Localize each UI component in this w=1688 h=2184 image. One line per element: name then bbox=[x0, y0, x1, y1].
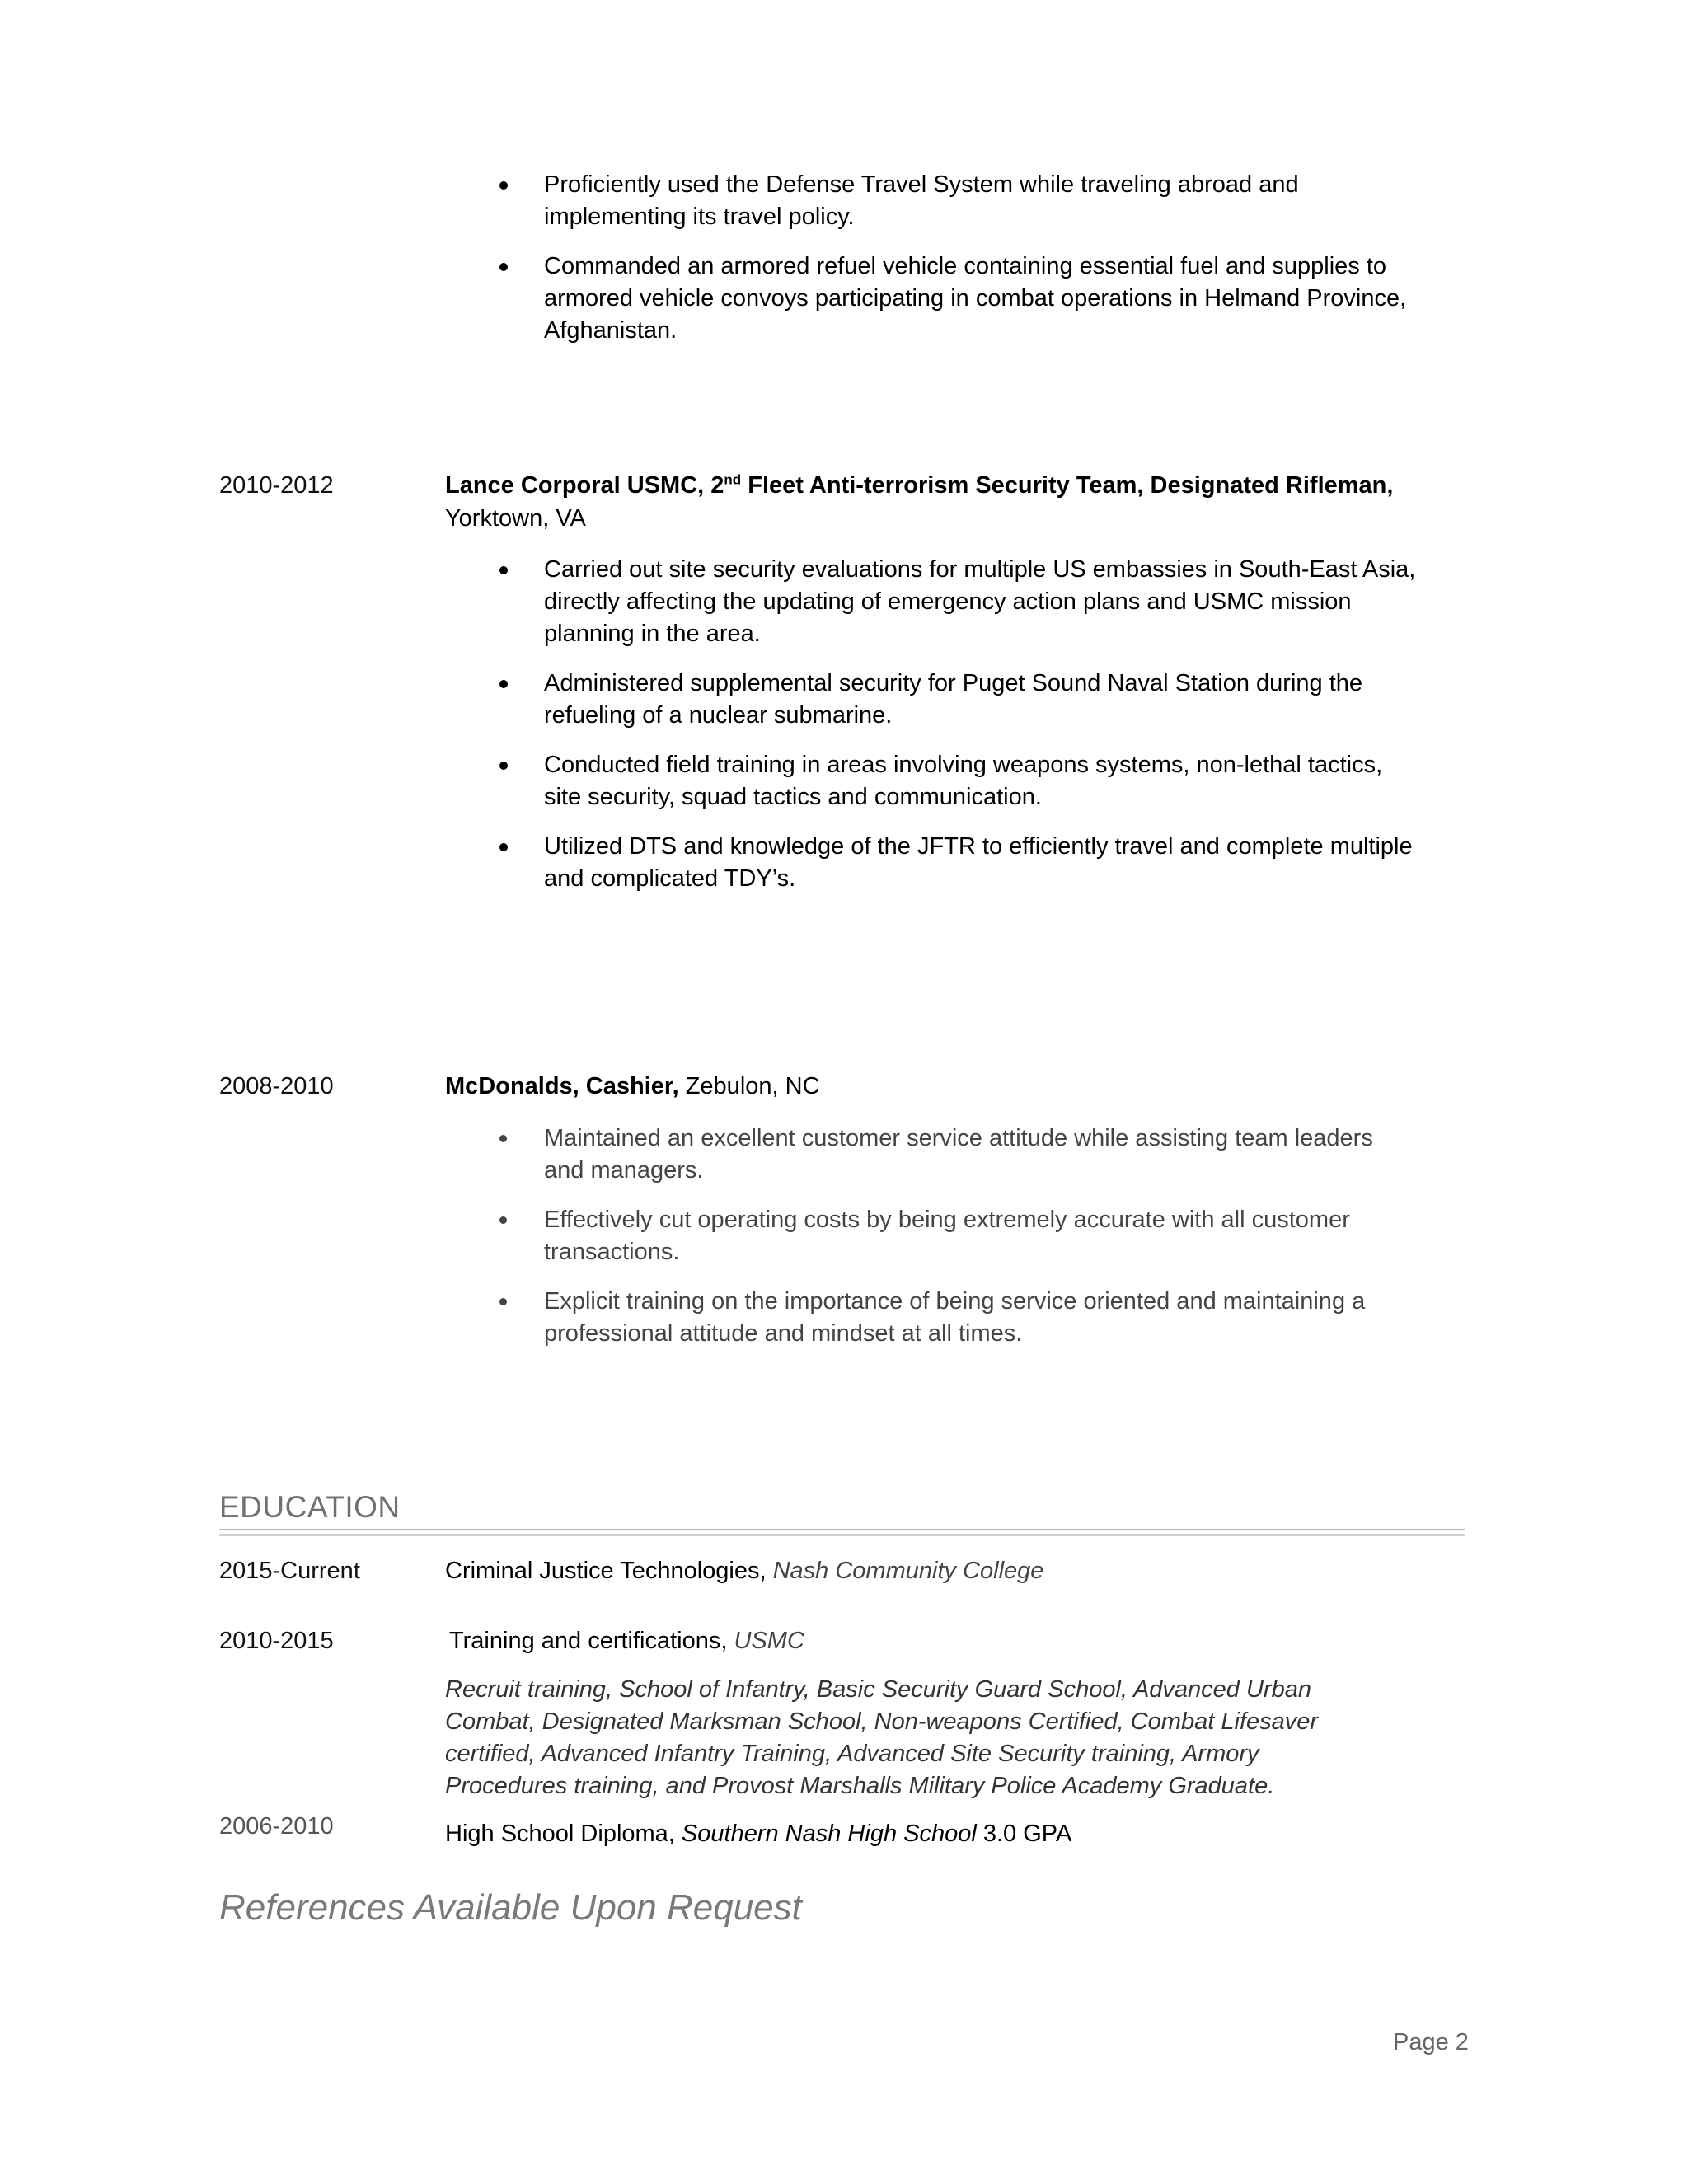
list-item: Conducted field training in areas involving weapons systems, non-lethal tactics, site security, squad tactics and communication. bbox=[445, 749, 1418, 813]
list-item: Explicit training on the importance of being service oriented and maintaining a professional attitude and mindset at all times. bbox=[445, 1286, 1418, 1350]
section-heading: EDUCATION bbox=[219, 1490, 401, 1524]
bullet-icon bbox=[499, 181, 508, 190]
edu-dates: 2015-Current bbox=[219, 1558, 360, 1584]
job-bullets bbox=[445, 1122, 1418, 1367]
edu-entry: Training and certifications, USMC bbox=[449, 1628, 804, 1654]
section-divider bbox=[219, 1534, 1465, 1536]
job-title: Lance Corporal USMC, 2nd Fleet Anti-terrorism Security Team, Designated Rifleman, bbox=[445, 471, 1394, 499]
list-item: Carried out site security evaluations for multiple US embassies in South-East Asia, directly affecting the updating of emergency action plans and USMC mission planning in the area. bbox=[445, 554, 1418, 650]
page-number: Page 2 bbox=[1393, 2029, 1469, 2055]
bullet-icon bbox=[499, 1135, 507, 1142]
list-item: Utilized DTS and knowledge of the JFTR to efficiently travel and complete multiple and complicated TDY’s. bbox=[445, 831, 1418, 895]
bullet-icon bbox=[499, 843, 508, 851]
job-bullets bbox=[445, 554, 1418, 912]
bullet-icon bbox=[499, 680, 508, 688]
job-dates: 2008-2010 bbox=[219, 1073, 334, 1099]
edu-dates: 2010-2015 bbox=[219, 1628, 334, 1654]
edu-entry: High School Diploma, Southern Nash High School 3.0 GPA bbox=[445, 1821, 1072, 1847]
job-location: Yorktown, VA bbox=[445, 505, 586, 532]
list-item: Effectively cut operating costs by being extremely accurate with all customer transactions. bbox=[445, 1204, 1418, 1268]
list-item: Maintained an excellent customer service attitude while assisting team leaders and managers. bbox=[445, 1122, 1418, 1187]
bullet-icon bbox=[499, 1216, 507, 1224]
prev-job-bullets bbox=[445, 169, 1418, 364]
list-item: Commanded an armored refuel vehicle containing essential fuel and supplies to armored vehicle convoys participating in combat operations in Helmand Province, Afghanistan. bbox=[445, 251, 1418, 347]
list-item: Administered supplemental security for Puget Sound Naval Station during the refueling of a nuclear submarine. bbox=[445, 668, 1418, 732]
edu-entry: Criminal Justice Technologies, Nash Community College bbox=[445, 1558, 1044, 1584]
bullet-icon bbox=[499, 263, 508, 271]
job-title: McDonalds, Cashier, Zebulon, NC bbox=[445, 1073, 820, 1099]
references-note: References Available Upon Request bbox=[219, 1887, 802, 1928]
edu-dates: 2006-2010 bbox=[219, 1813, 334, 1840]
bullet-icon bbox=[499, 762, 508, 770]
job-dates: 2010-2012 bbox=[219, 472, 334, 499]
bullet-icon bbox=[499, 1298, 507, 1305]
section-divider bbox=[219, 1529, 1465, 1530]
bullet-icon bbox=[499, 566, 508, 574]
list-item: Proficiently used the Defense Travel System while traveling abroad and implementing its travel policy. bbox=[445, 169, 1418, 233]
edu-description: Recruit training, School of Infantry, Basic Security Guard School, Advanced Urban Combat, Designated Marksman School, Non-weapons Certified, Combat Lifesaver certified, Advanced Infantry Training, Advanced Site Security training, Armory Procedures training, and Provost Marshalls Military Police Academy Graduate. bbox=[445, 1676, 1318, 1799]
